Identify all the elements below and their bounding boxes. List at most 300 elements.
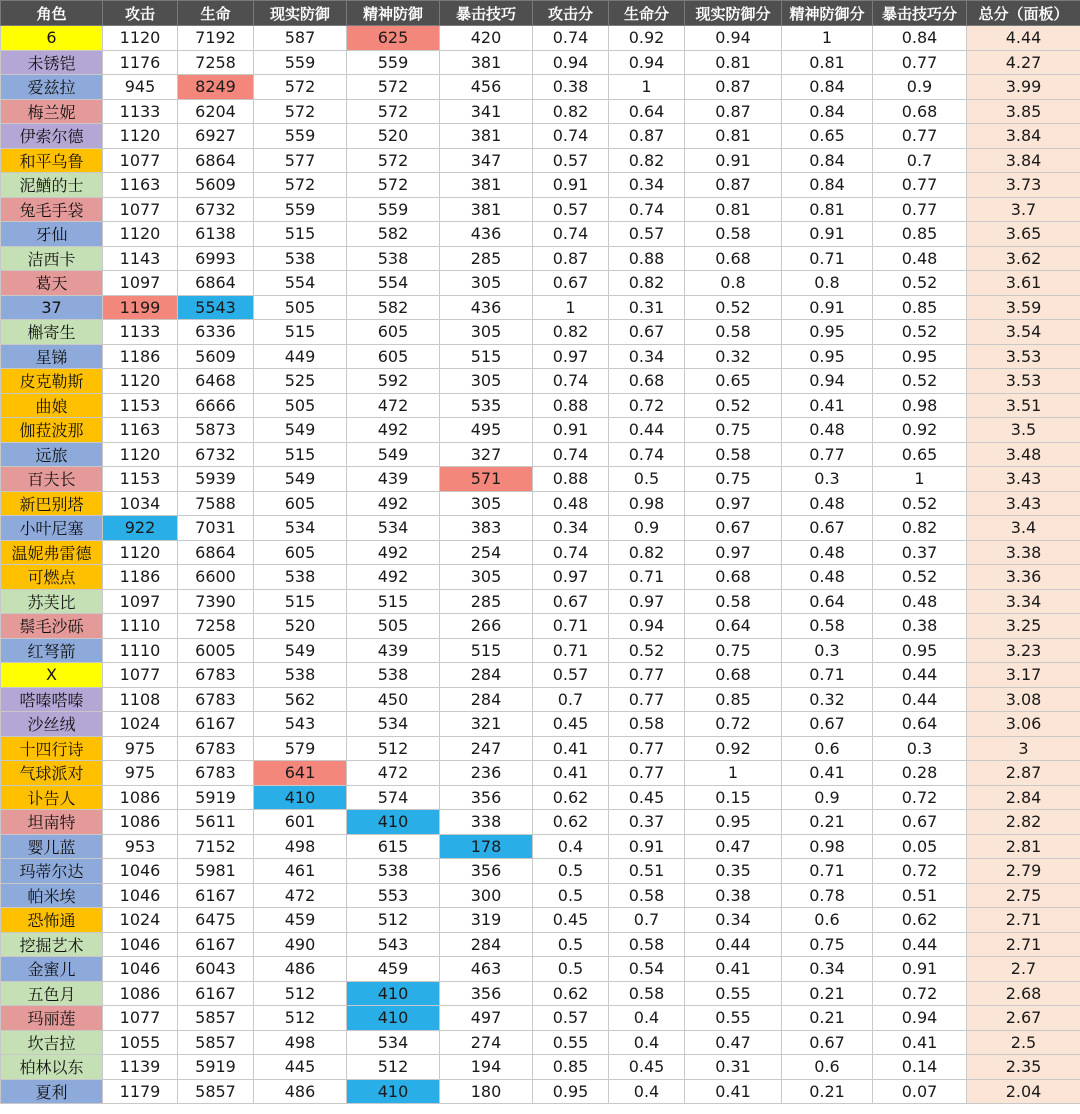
hp-score-cell[interactable]: 0.58 — [609, 981, 685, 1006]
critical-technique-cell[interactable]: 178 — [440, 834, 533, 859]
reality-defense-cell[interactable]: 486 — [254, 957, 347, 982]
hp-score-cell[interactable]: 0.54 — [609, 957, 685, 982]
hp-cell[interactable]: 7258 — [178, 50, 254, 75]
total-score-cell[interactable]: 3 — [967, 736, 1080, 761]
mental-defense-cell[interactable]: 505 — [347, 614, 440, 639]
total-score-cell[interactable]: 3.53 — [967, 369, 1080, 394]
attack-score-cell[interactable]: 0.82 — [533, 99, 609, 124]
attack-score-cell[interactable]: 0.67 — [533, 271, 609, 296]
total-score-cell[interactable]: 3.62 — [967, 246, 1080, 271]
reality-defense-score-cell[interactable]: 0.52 — [685, 295, 782, 320]
mental-defense-score-cell[interactable]: 0.21 — [782, 1006, 873, 1031]
critical-technique-score-cell[interactable]: 0.64 — [873, 712, 967, 737]
hp-cell[interactable]: 6783 — [178, 663, 254, 688]
character-name-cell[interactable]: 爱兹拉 — [1, 75, 103, 100]
total-score-cell[interactable]: 2.87 — [967, 761, 1080, 786]
total-score-cell[interactable]: 3.06 — [967, 712, 1080, 737]
character-name-cell[interactable]: 温妮弗雷德 — [1, 540, 103, 565]
critical-technique-score-cell[interactable]: 0.38 — [873, 614, 967, 639]
total-score-cell[interactable]: 3.43 — [967, 467, 1080, 492]
critical-technique-score-cell[interactable]: 0.44 — [873, 687, 967, 712]
attack-cell[interactable]: 1034 — [103, 491, 178, 516]
reality-defense-cell[interactable]: 543 — [254, 712, 347, 737]
hp-score-cell[interactable]: 0.91 — [609, 834, 685, 859]
reality-defense-score-cell[interactable]: 0.35 — [685, 859, 782, 884]
hp-score-cell[interactable]: 1 — [609, 75, 685, 100]
critical-technique-score-cell[interactable]: 0.72 — [873, 859, 967, 884]
critical-technique-score-cell[interactable]: 0.52 — [873, 565, 967, 590]
attack-cell[interactable]: 1077 — [103, 148, 178, 173]
mental-defense-cell[interactable]: 572 — [347, 173, 440, 198]
critical-technique-cell[interactable]: 535 — [440, 393, 533, 418]
critical-technique-cell[interactable]: 285 — [440, 246, 533, 271]
attack-score-cell[interactable]: 0.88 — [533, 393, 609, 418]
attack-cell[interactable]: 1097 — [103, 271, 178, 296]
hp-cell[interactable]: 5939 — [178, 467, 254, 492]
attack-score-cell[interactable]: 0.94 — [533, 50, 609, 75]
reality-defense-cell[interactable]: 572 — [254, 99, 347, 124]
hp-score-cell[interactable]: 0.4 — [609, 1030, 685, 1055]
attack-score-cell[interactable]: 0.62 — [533, 810, 609, 835]
hp-score-cell[interactable]: 0.74 — [609, 197, 685, 222]
critical-technique-score-cell[interactable]: 0.62 — [873, 908, 967, 933]
reality-defense-cell[interactable]: 525 — [254, 369, 347, 394]
attack-score-cell[interactable]: 0.97 — [533, 565, 609, 590]
attack-cell[interactable]: 1176 — [103, 50, 178, 75]
reality-defense-score-cell[interactable]: 0.81 — [685, 50, 782, 75]
critical-technique-score-cell[interactable]: 0.77 — [873, 173, 967, 198]
critical-technique-cell[interactable]: 266 — [440, 614, 533, 639]
mental-defense-cell[interactable]: 554 — [347, 271, 440, 296]
mental-defense-cell[interactable]: 543 — [347, 932, 440, 957]
mental-defense-cell[interactable]: 553 — [347, 883, 440, 908]
total-score-cell[interactable]: 2.35 — [967, 1055, 1080, 1080]
attack-score-cell[interactable]: 0.91 — [533, 418, 609, 443]
critical-technique-cell[interactable]: 284 — [440, 687, 533, 712]
attack-cell[interactable]: 953 — [103, 834, 178, 859]
hp-score-cell[interactable]: 0.77 — [609, 663, 685, 688]
reality-defense-cell[interactable]: 515 — [254, 589, 347, 614]
critical-technique-cell[interactable]: 381 — [440, 173, 533, 198]
hp-score-cell[interactable]: 0.82 — [609, 540, 685, 565]
hp-score-cell[interactable]: 0.31 — [609, 295, 685, 320]
critical-technique-score-cell[interactable]: 0.98 — [873, 393, 967, 418]
total-score-cell[interactable]: 3.53 — [967, 344, 1080, 369]
mental-defense-cell[interactable]: 515 — [347, 589, 440, 614]
reality-defense-score-cell[interactable]: 0.15 — [685, 785, 782, 810]
character-name-cell[interactable]: 五色月 — [1, 981, 103, 1006]
hp-score-cell[interactable]: 0.77 — [609, 687, 685, 712]
critical-technique-score-cell[interactable]: 0.28 — [873, 761, 967, 786]
critical-technique-cell[interactable]: 356 — [440, 859, 533, 884]
mental-defense-score-cell[interactable]: 0.71 — [782, 246, 873, 271]
character-name-cell[interactable]: 37 — [1, 295, 103, 320]
total-score-cell[interactable]: 3.7 — [967, 197, 1080, 222]
total-score-cell[interactable]: 3.23 — [967, 638, 1080, 663]
mental-defense-cell[interactable]: 538 — [347, 246, 440, 271]
attack-score-cell[interactable]: 0.97 — [533, 344, 609, 369]
mental-defense-score-cell[interactable]: 0.3 — [782, 467, 873, 492]
critical-technique-cell[interactable]: 436 — [440, 295, 533, 320]
attack-score-cell[interactable]: 0.34 — [533, 516, 609, 541]
attack-score-cell[interactable]: 0.57 — [533, 663, 609, 688]
critical-technique-score-cell[interactable]: 0.05 — [873, 834, 967, 859]
reality-defense-cell[interactable]: 601 — [254, 810, 347, 835]
attack-cell[interactable]: 1153 — [103, 393, 178, 418]
attack-score-cell[interactable]: 0.87 — [533, 246, 609, 271]
critical-technique-cell[interactable]: 356 — [440, 785, 533, 810]
attack-score-cell[interactable]: 0.67 — [533, 589, 609, 614]
mental-defense-score-cell[interactable]: 0.32 — [782, 687, 873, 712]
mental-defense-cell[interactable]: 534 — [347, 712, 440, 737]
hp-cell[interactable]: 6204 — [178, 99, 254, 124]
character-name-cell[interactable]: 婴儿蓝 — [1, 834, 103, 859]
hp-score-cell[interactable]: 0.4 — [609, 1079, 685, 1104]
character-name-cell[interactable]: 牙仙 — [1, 222, 103, 247]
attack-cell[interactable]: 1024 — [103, 712, 178, 737]
hp-score-cell[interactable]: 0.34 — [609, 344, 685, 369]
attack-cell[interactable]: 1179 — [103, 1079, 178, 1104]
critical-technique-cell[interactable]: 305 — [440, 565, 533, 590]
hp-score-cell[interactable]: 0.74 — [609, 442, 685, 467]
attack-score-cell[interactable]: 0.38 — [533, 75, 609, 100]
total-score-cell[interactable]: 2.75 — [967, 883, 1080, 908]
header-mental-defense[interactable]: 精神防御 — [347, 1, 440, 26]
reality-defense-score-cell[interactable]: 0.8 — [685, 271, 782, 296]
mental-defense-score-cell[interactable]: 0.95 — [782, 344, 873, 369]
critical-technique-cell[interactable]: 463 — [440, 957, 533, 982]
total-score-cell[interactable]: 4.27 — [967, 50, 1080, 75]
hp-cell[interactable]: 6167 — [178, 712, 254, 737]
critical-technique-cell[interactable]: 284 — [440, 932, 533, 957]
reality-defense-score-cell[interactable]: 0.97 — [685, 491, 782, 516]
mental-defense-cell[interactable]: 410 — [347, 810, 440, 835]
total-score-cell[interactable]: 2.71 — [967, 908, 1080, 933]
mental-defense-cell[interactable]: 605 — [347, 320, 440, 345]
mental-defense-cell[interactable]: 538 — [347, 663, 440, 688]
mental-defense-cell[interactable]: 625 — [347, 26, 440, 51]
reality-defense-cell[interactable]: 515 — [254, 320, 347, 345]
mental-defense-cell[interactable]: 459 — [347, 957, 440, 982]
attack-score-cell[interactable]: 0.5 — [533, 859, 609, 884]
critical-technique-score-cell[interactable]: 0.48 — [873, 589, 967, 614]
reality-defense-score-cell[interactable]: 0.72 — [685, 712, 782, 737]
hp-score-cell[interactable]: 0.64 — [609, 99, 685, 124]
attack-cell[interactable]: 1086 — [103, 785, 178, 810]
hp-cell[interactable]: 6783 — [178, 761, 254, 786]
critical-technique-cell[interactable]: 285 — [440, 589, 533, 614]
attack-score-cell[interactable]: 0.71 — [533, 638, 609, 663]
hp-cell[interactable]: 6043 — [178, 957, 254, 982]
total-score-cell[interactable]: 2.67 — [967, 1006, 1080, 1031]
mental-defense-score-cell[interactable]: 0.48 — [782, 565, 873, 590]
critical-technique-score-cell[interactable]: 0.52 — [873, 369, 967, 394]
reality-defense-score-cell[interactable]: 0.64 — [685, 614, 782, 639]
critical-technique-cell[interactable]: 341 — [440, 99, 533, 124]
reality-defense-cell[interactable]: 554 — [254, 271, 347, 296]
reality-defense-cell[interactable]: 520 — [254, 614, 347, 639]
mental-defense-score-cell[interactable]: 0.64 — [782, 589, 873, 614]
hp-score-cell[interactable]: 0.94 — [609, 50, 685, 75]
attack-cell[interactable]: 1120 — [103, 222, 178, 247]
attack-cell[interactable]: 1186 — [103, 565, 178, 590]
mental-defense-score-cell[interactable]: 0.95 — [782, 320, 873, 345]
reality-defense-score-cell[interactable]: 0.87 — [685, 75, 782, 100]
reality-defense-score-cell[interactable]: 0.95 — [685, 810, 782, 835]
attack-cell[interactable]: 1120 — [103, 442, 178, 467]
hp-cell[interactable]: 6167 — [178, 981, 254, 1006]
character-name-cell[interactable]: 嗒嗪嗒嗪 — [1, 687, 103, 712]
reality-defense-cell[interactable]: 512 — [254, 981, 347, 1006]
mental-defense-score-cell[interactable]: 0.21 — [782, 981, 873, 1006]
hp-score-cell[interactable]: 0.88 — [609, 246, 685, 271]
total-score-cell[interactable]: 2.79 — [967, 859, 1080, 884]
mental-defense-score-cell[interactable]: 0.6 — [782, 736, 873, 761]
critical-technique-cell[interactable]: 254 — [440, 540, 533, 565]
total-score-cell[interactable]: 3.38 — [967, 540, 1080, 565]
mental-defense-score-cell[interactable]: 0.67 — [782, 712, 873, 737]
hp-cell[interactable]: 6783 — [178, 687, 254, 712]
mental-defense-score-cell[interactable]: 0.34 — [782, 957, 873, 982]
attack-cell[interactable]: 975 — [103, 761, 178, 786]
hp-cell[interactable]: 6927 — [178, 124, 254, 149]
hp-score-cell[interactable]: 0.37 — [609, 810, 685, 835]
reality-defense-score-cell[interactable]: 0.87 — [685, 99, 782, 124]
reality-defense-score-cell[interactable]: 0.55 — [685, 981, 782, 1006]
reality-defense-score-cell[interactable]: 0.58 — [685, 442, 782, 467]
mental-defense-score-cell[interactable]: 0.48 — [782, 540, 873, 565]
hp-score-cell[interactable]: 0.98 — [609, 491, 685, 516]
hp-cell[interactable]: 6864 — [178, 148, 254, 173]
critical-technique-cell[interactable]: 194 — [440, 1055, 533, 1080]
character-name-cell[interactable]: 挖掘艺术 — [1, 932, 103, 957]
attack-score-cell[interactable]: 0.55 — [533, 1030, 609, 1055]
reality-defense-score-cell[interactable]: 0.94 — [685, 26, 782, 51]
hp-cell[interactable]: 6864 — [178, 540, 254, 565]
mental-defense-cell[interactable]: 512 — [347, 908, 440, 933]
critical-technique-cell[interactable]: 300 — [440, 883, 533, 908]
hp-cell[interactable]: 5543 — [178, 295, 254, 320]
attack-score-cell[interactable]: 0.91 — [533, 173, 609, 198]
hp-score-cell[interactable]: 0.82 — [609, 148, 685, 173]
mental-defense-score-cell[interactable]: 0.84 — [782, 75, 873, 100]
attack-cell[interactable]: 1133 — [103, 99, 178, 124]
hp-score-cell[interactable]: 0.58 — [609, 883, 685, 908]
mental-defense-cell[interactable]: 559 — [347, 197, 440, 222]
total-score-cell[interactable]: 2.04 — [967, 1079, 1080, 1104]
total-score-cell[interactable]: 3.84 — [967, 148, 1080, 173]
attack-cell[interactable]: 1163 — [103, 173, 178, 198]
total-score-cell[interactable]: 3.25 — [967, 614, 1080, 639]
critical-technique-score-cell[interactable]: 0.37 — [873, 540, 967, 565]
hp-score-cell[interactable]: 0.45 — [609, 785, 685, 810]
reality-defense-cell[interactable]: 538 — [254, 663, 347, 688]
header-hp[interactable]: 生命 — [178, 1, 254, 26]
attack-score-cell[interactable]: 0.82 — [533, 320, 609, 345]
hp-score-cell[interactable]: 0.45 — [609, 1055, 685, 1080]
critical-technique-cell[interactable]: 247 — [440, 736, 533, 761]
attack-score-cell[interactable]: 0.41 — [533, 761, 609, 786]
critical-technique-score-cell[interactable]: 0.67 — [873, 810, 967, 835]
hp-score-cell[interactable]: 0.51 — [609, 859, 685, 884]
attack-cell[interactable]: 1077 — [103, 197, 178, 222]
hp-score-cell[interactable]: 0.82 — [609, 271, 685, 296]
attack-score-cell[interactable]: 0.57 — [533, 148, 609, 173]
mental-defense-cell[interactable]: 439 — [347, 638, 440, 663]
reality-defense-cell[interactable]: 549 — [254, 418, 347, 443]
reality-defense-score-cell[interactable]: 0.81 — [685, 197, 782, 222]
attack-score-cell[interactable]: 0.5 — [533, 883, 609, 908]
hp-cell[interactable]: 6475 — [178, 908, 254, 933]
hp-cell[interactable]: 5611 — [178, 810, 254, 835]
critical-technique-score-cell[interactable]: 0.85 — [873, 222, 967, 247]
hp-score-cell[interactable]: 0.87 — [609, 124, 685, 149]
mental-defense-cell[interactable]: 492 — [347, 491, 440, 516]
critical-technique-cell[interactable]: 383 — [440, 516, 533, 541]
hp-cell[interactable]: 6600 — [178, 565, 254, 590]
reality-defense-cell[interactable]: 549 — [254, 638, 347, 663]
reality-defense-cell[interactable]: 505 — [254, 393, 347, 418]
character-name-cell[interactable]: 十四行诗 — [1, 736, 103, 761]
critical-technique-cell[interactable]: 338 — [440, 810, 533, 835]
hp-cell[interactable]: 6732 — [178, 442, 254, 467]
attack-score-cell[interactable]: 0.45 — [533, 712, 609, 737]
character-name-cell[interactable]: 皮克勒斯 — [1, 369, 103, 394]
header-critical-technique-score[interactable]: 暴击技巧分 — [873, 1, 967, 26]
reality-defense-score-cell[interactable]: 0.47 — [685, 834, 782, 859]
reality-defense-cell[interactable]: 445 — [254, 1055, 347, 1080]
reality-defense-score-cell[interactable]: 0.52 — [685, 393, 782, 418]
total-score-cell[interactable]: 3.5 — [967, 418, 1080, 443]
hp-score-cell[interactable]: 0.44 — [609, 418, 685, 443]
hp-cell[interactable]: 7588 — [178, 491, 254, 516]
reality-defense-score-cell[interactable]: 0.58 — [685, 320, 782, 345]
critical-technique-cell[interactable]: 381 — [440, 124, 533, 149]
hp-cell[interactable]: 7192 — [178, 26, 254, 51]
character-name-cell[interactable]: 讣告人 — [1, 785, 103, 810]
mental-defense-score-cell[interactable]: 0.84 — [782, 173, 873, 198]
critical-technique-score-cell[interactable]: 0.48 — [873, 246, 967, 271]
reality-defense-score-cell[interactable]: 0.47 — [685, 1030, 782, 1055]
mental-defense-score-cell[interactable]: 0.21 — [782, 810, 873, 835]
mental-defense-cell[interactable]: 572 — [347, 99, 440, 124]
mental-defense-score-cell[interactable]: 0.67 — [782, 1030, 873, 1055]
character-name-cell[interactable]: 恐怖通 — [1, 908, 103, 933]
attack-cell[interactable]: 1139 — [103, 1055, 178, 1080]
attack-cell[interactable]: 1046 — [103, 957, 178, 982]
attack-cell[interactable]: 1108 — [103, 687, 178, 712]
mental-defense-cell[interactable]: 450 — [347, 687, 440, 712]
mental-defense-score-cell[interactable]: 0.6 — [782, 908, 873, 933]
mental-defense-score-cell[interactable]: 0.78 — [782, 883, 873, 908]
attack-cell[interactable]: 1199 — [103, 295, 178, 320]
header-attack-score[interactable]: 攻击分 — [533, 1, 609, 26]
hp-score-cell[interactable]: 0.7 — [609, 908, 685, 933]
reality-defense-score-cell[interactable]: 0.65 — [685, 369, 782, 394]
mental-defense-cell[interactable]: 534 — [347, 516, 440, 541]
hp-cell[interactable]: 6993 — [178, 246, 254, 271]
hp-score-cell[interactable]: 0.92 — [609, 26, 685, 51]
character-name-cell[interactable]: 和平乌鲁 — [1, 148, 103, 173]
reality-defense-score-cell[interactable]: 0.58 — [685, 589, 782, 614]
reality-defense-score-cell[interactable]: 0.92 — [685, 736, 782, 761]
character-name-cell[interactable]: 可燃点 — [1, 565, 103, 590]
character-name-cell[interactable]: 伊索尔德 — [1, 124, 103, 149]
character-name-cell[interactable]: 小叶尼塞 — [1, 516, 103, 541]
header-critical-technique[interactable]: 暴击技巧 — [440, 1, 533, 26]
mental-defense-score-cell[interactable]: 0.98 — [782, 834, 873, 859]
total-score-cell[interactable]: 3.48 — [967, 442, 1080, 467]
reality-defense-cell[interactable]: 498 — [254, 1030, 347, 1055]
reality-defense-cell[interactable]: 572 — [254, 173, 347, 198]
reality-defense-cell[interactable]: 605 — [254, 540, 347, 565]
reality-defense-cell[interactable]: 605 — [254, 491, 347, 516]
critical-technique-cell[interactable]: 305 — [440, 320, 533, 345]
character-name-cell[interactable]: 玛蒂尔达 — [1, 859, 103, 884]
header-character[interactable]: 角色 — [1, 1, 103, 26]
attack-score-cell[interactable]: 0.5 — [533, 932, 609, 957]
mental-defense-cell[interactable]: 439 — [347, 467, 440, 492]
mental-defense-cell[interactable]: 572 — [347, 75, 440, 100]
mental-defense-cell[interactable]: 472 — [347, 393, 440, 418]
hp-cell[interactable]: 5609 — [178, 173, 254, 198]
header-hp-score[interactable]: 生命分 — [609, 1, 685, 26]
hp-cell[interactable]: 5919 — [178, 1055, 254, 1080]
critical-technique-cell[interactable]: 381 — [440, 50, 533, 75]
hp-cell[interactable]: 5857 — [178, 1030, 254, 1055]
reality-defense-cell[interactable]: 505 — [254, 295, 347, 320]
reality-defense-score-cell[interactable]: 0.34 — [685, 908, 782, 933]
hp-score-cell[interactable]: 0.58 — [609, 932, 685, 957]
total-score-cell[interactable]: 3.59 — [967, 295, 1080, 320]
character-name-cell[interactable]: 新巴别塔 — [1, 491, 103, 516]
mental-defense-score-cell[interactable]: 0.81 — [782, 50, 873, 75]
attack-cell[interactable]: 1120 — [103, 124, 178, 149]
mental-defense-score-cell[interactable]: 0.41 — [782, 761, 873, 786]
attack-score-cell[interactable]: 0.62 — [533, 981, 609, 1006]
critical-technique-score-cell[interactable]: 0.95 — [873, 344, 967, 369]
hp-cell[interactable]: 7152 — [178, 834, 254, 859]
reality-defense-score-cell[interactable]: 0.41 — [685, 957, 782, 982]
attack-score-cell[interactable]: 0.74 — [533, 540, 609, 565]
reality-defense-cell[interactable]: 515 — [254, 442, 347, 467]
reality-defense-cell[interactable]: 559 — [254, 197, 347, 222]
character-name-cell[interactable]: 坎吉拉 — [1, 1030, 103, 1055]
character-name-cell[interactable]: 槲寄生 — [1, 320, 103, 345]
attack-cell[interactable]: 1110 — [103, 638, 178, 663]
reality-defense-cell[interactable]: 410 — [254, 785, 347, 810]
critical-technique-cell[interactable]: 284 — [440, 663, 533, 688]
character-name-cell[interactable]: 洁西卡 — [1, 246, 103, 271]
attack-cell[interactable]: 1133 — [103, 320, 178, 345]
hp-score-cell[interactable]: 0.34 — [609, 173, 685, 198]
mental-defense-score-cell[interactable]: 0.91 — [782, 222, 873, 247]
attack-cell[interactable]: 1163 — [103, 418, 178, 443]
mental-defense-score-cell[interactable]: 0.6 — [782, 1055, 873, 1080]
total-score-cell[interactable]: 3.36 — [967, 565, 1080, 590]
reality-defense-cell[interactable]: 461 — [254, 859, 347, 884]
mental-defense-score-cell[interactable]: 0.48 — [782, 418, 873, 443]
attack-score-cell[interactable]: 0.41 — [533, 736, 609, 761]
reality-defense-cell[interactable]: 490 — [254, 932, 347, 957]
attack-score-cell[interactable]: 0.45 — [533, 908, 609, 933]
attack-cell[interactable]: 1024 — [103, 908, 178, 933]
critical-technique-score-cell[interactable]: 0.92 — [873, 418, 967, 443]
reality-defense-cell[interactable]: 538 — [254, 565, 347, 590]
total-score-cell[interactable]: 3.54 — [967, 320, 1080, 345]
hp-score-cell[interactable]: 0.4 — [609, 1006, 685, 1031]
mental-defense-cell[interactable]: 512 — [347, 736, 440, 761]
